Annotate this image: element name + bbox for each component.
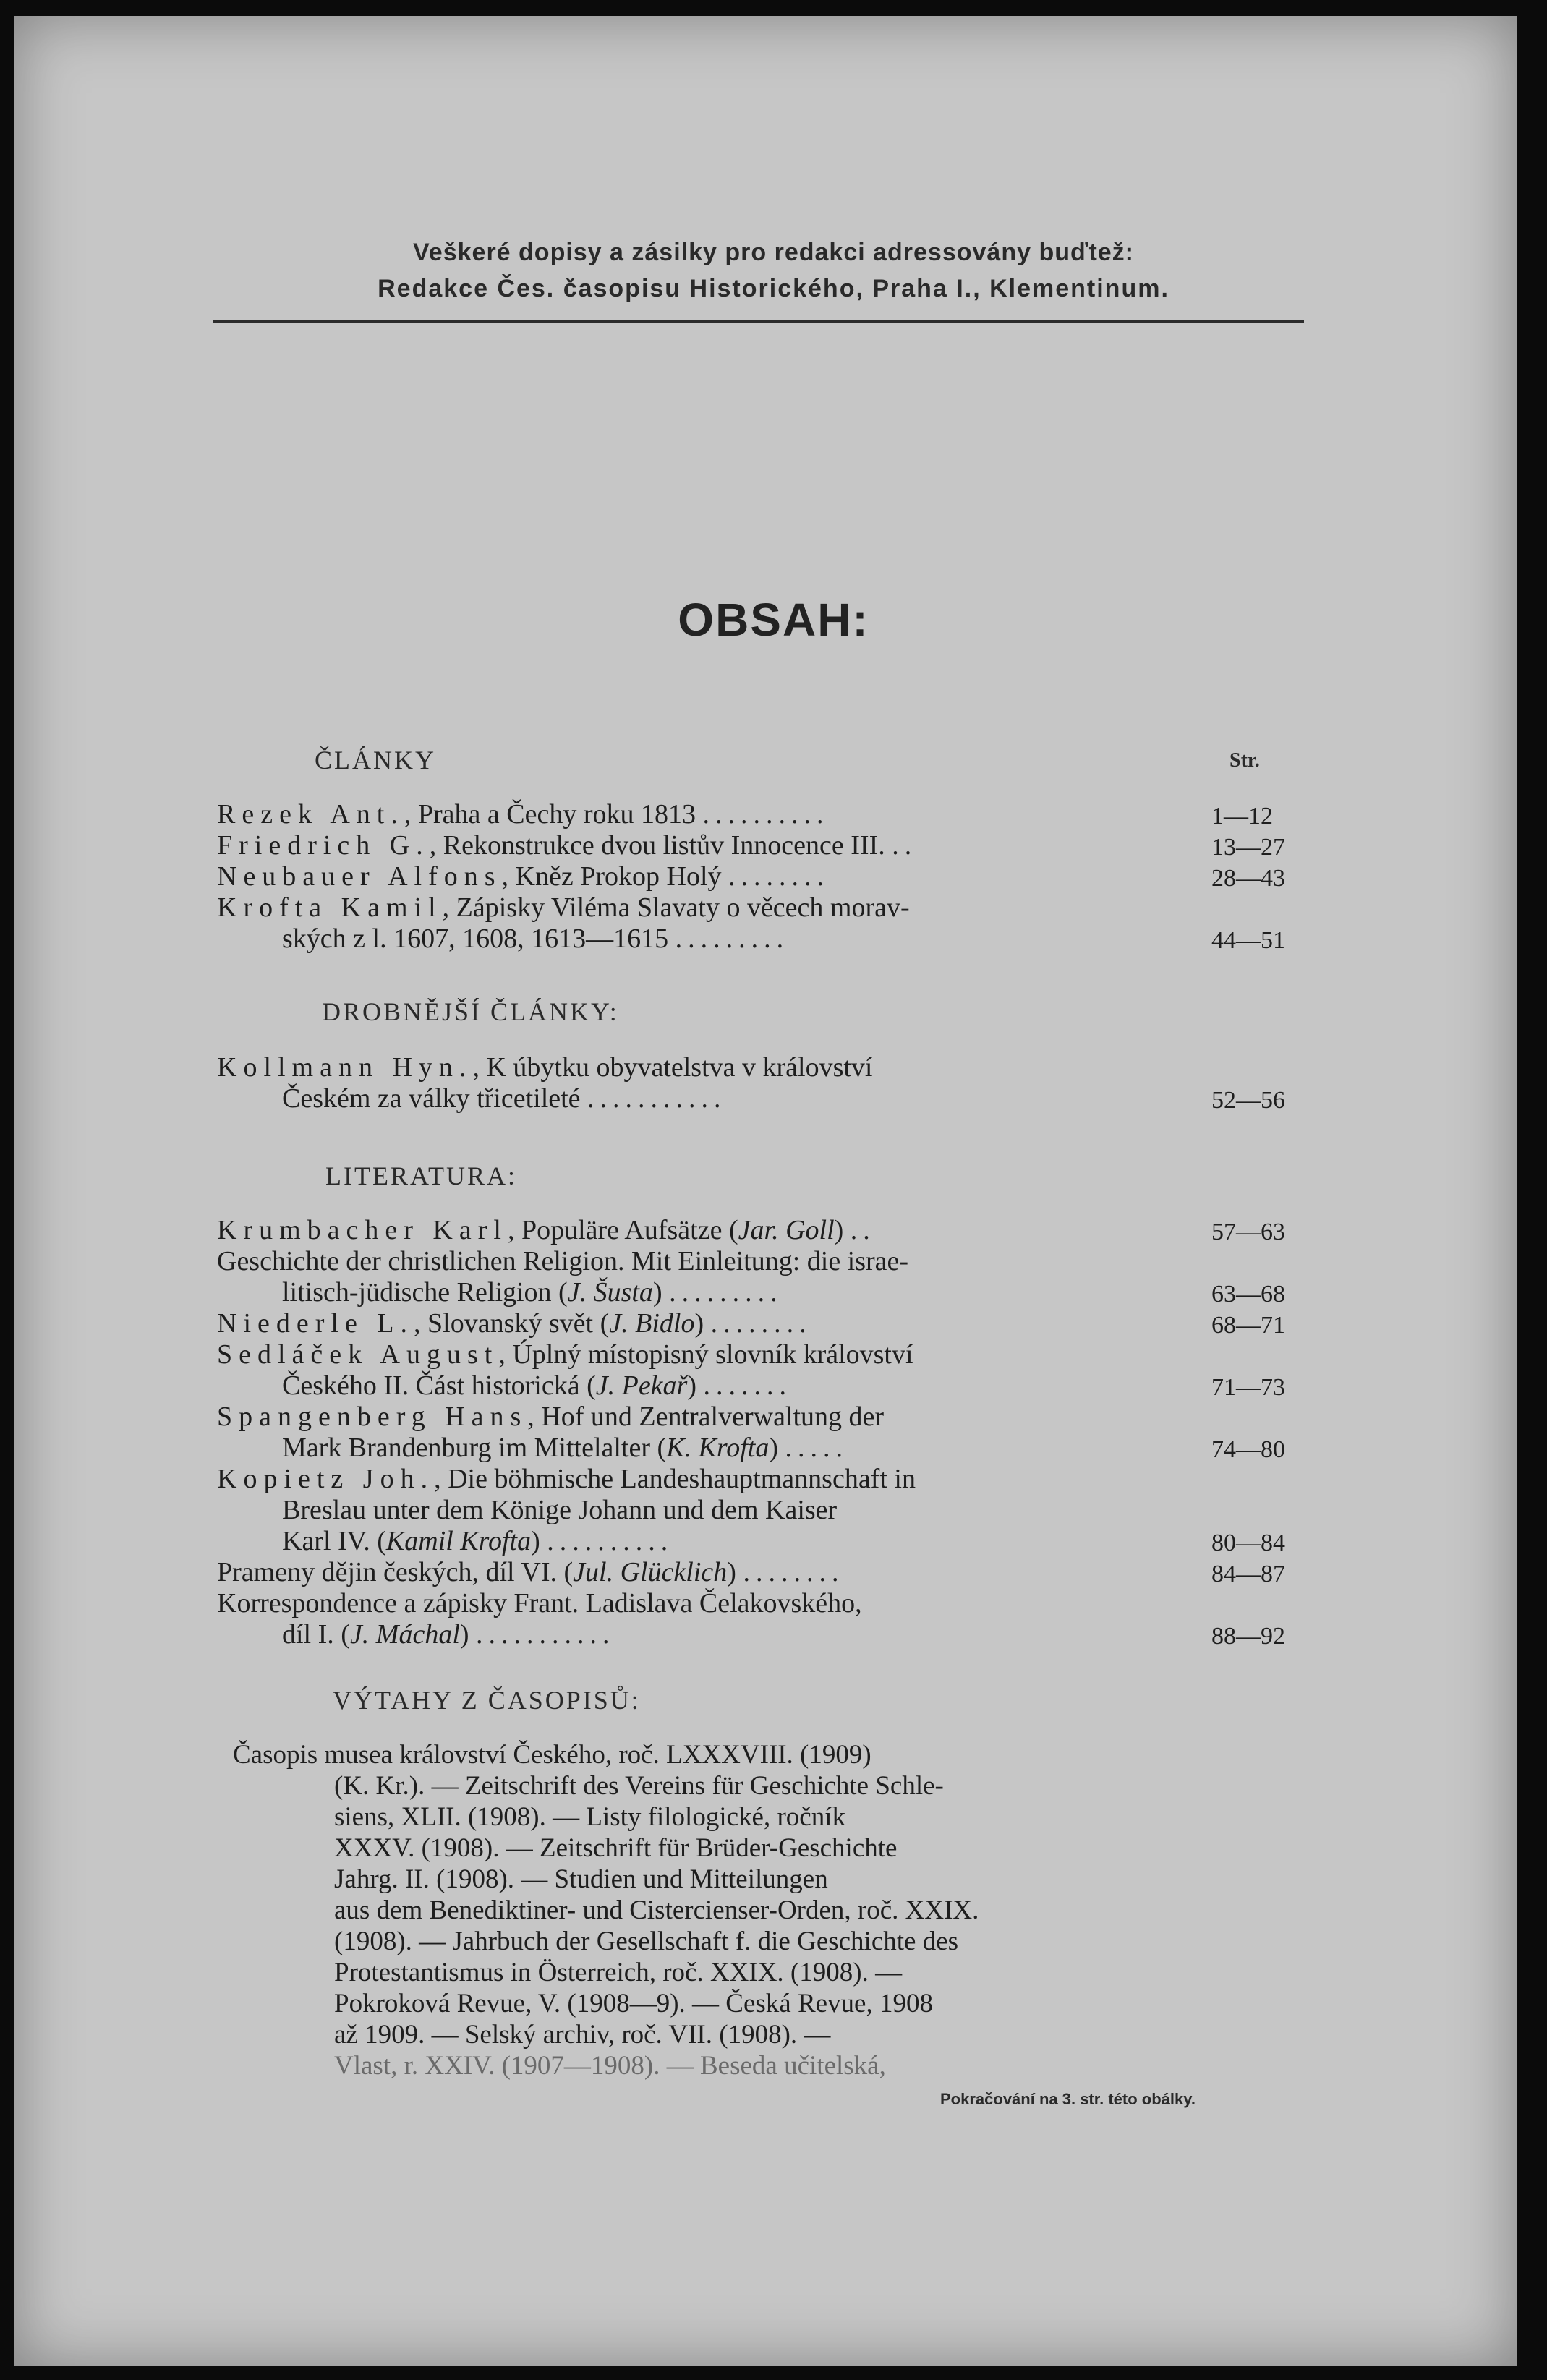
entry-pages: 71—73 [1211, 1374, 1285, 1401]
entry-title-cont: Českém za války třicetileté [282, 1083, 581, 1114]
toc-entry: Geschichte der christlichen Religion. Mit Einleitung: die israe- litisch-jüdische Religion (J. Šusta) ......... [217, 1246, 909, 1308]
entry-title: , Praha a Čechy roku 1813 [404, 799, 696, 829]
entry-reviewer: J. Pekař [595, 1370, 688, 1401]
entry-pages: 68—71 [1211, 1312, 1285, 1339]
toc-entry: Kollmann Hyn., K úbytku obyvatelstva v království Českém za války třicetileté ........... [217, 1052, 873, 1114]
continuation-note: Pokračování na 3. str. této obálky. [940, 2090, 1196, 2108]
entry-author: Krumbacher Karl [217, 1215, 508, 1245]
page-title: OBSAH: [678, 594, 869, 646]
entry-author: Friedrich G. [217, 830, 430, 861]
toc-entry: Korrespondence a zápisky Frant. Ladislava Čelakovského, díl I. (J. Máchal) ........... [217, 1588, 862, 1650]
entry-pages: 63—68 [1211, 1281, 1285, 1308]
entry-title: , Rekonstrukce dvou listův Innocence III. [429, 830, 885, 861]
toc-entry: Spangenberg Hans, Hof und Zentralverwaltung der Mark Brandenburg im Mittelalter (K. Krofta) ..... [217, 1402, 885, 1463]
section-heading-vytahy: VÝTAHY Z ČASOPISŮ: [333, 1686, 641, 1715]
entry-pages: 74—80 [1211, 1436, 1285, 1463]
entry-pages: 80—84 [1211, 1530, 1285, 1556]
entry-author: Kopietz Joh. [217, 1464, 435, 1494]
entry-author: Sedláček August [217, 1339, 499, 1370]
entry-title-cont: ských z l. 1607, 1608, 1613—1615 [282, 924, 669, 954]
toc-entry: Krumbacher Karl, Populäre Aufsätze (Jar. Goll) .. [217, 1215, 876, 1245]
journal-excerpts: Časopis musea království Českého, roč. LXXXVIII. (1909) (K. Kr.). — Zeitschrift des Vereins für Geschichte Schle- siens, XLII. (1908). — Listy filologické, ročník XXXV. (1908). — Zeitschrift für Brüder-Geschichte Jahrg. II. (1908). — Studien und Mitteilungen aus dem Benediktiner- und Cistercienser-Orden, roč. XXIX. (1908). — Jahrbuch der Gesellschaft f. die Geschichte des Protestantismus in Österreich, roč. XXIX. (1908). — Pokroková Revue, V. (1908—9). — Česká Revue, 1908 až 1909. — Selský archiv, roč. VII. (1908). — Vlast, r. XXIV. (1907—1908). — Beseda učitelská, [233, 1740, 979, 2081]
entry-author: Neubauer Alfons [217, 861, 502, 892]
entry-pages: 88—92 [1211, 1623, 1285, 1650]
entry-reviewer: K. Krofta [666, 1433, 770, 1463]
entry-pages: 84—87 [1211, 1561, 1285, 1587]
section-heading-literatura: LITERATURA: [325, 1161, 517, 1190]
entry-author: Kollmann Hyn. [217, 1052, 473, 1083]
entry-author: Spangenberg Hans [217, 1402, 528, 1432]
entry-title: , Zápisky Viléma Slavaty o věcech morav- [442, 892, 910, 923]
entry-author: Niederle L. [217, 1308, 414, 1339]
entry-pages: 1—12 [1211, 803, 1273, 829]
entry-reviewer: J. Bidlo [609, 1308, 695, 1339]
entry-reviewer: J. Máchal [349, 1619, 460, 1650]
entry-author: Rezek Ant. [217, 799, 404, 829]
entry-author: Krofta Kamil [217, 892, 443, 923]
entry-pages: 57—63 [1211, 1219, 1285, 1245]
entry-title: , Kněz Prokop Holý [501, 861, 722, 892]
header-rule [213, 320, 1304, 323]
entry-reviewer: Jar. Goll [738, 1215, 835, 1245]
toc-entry: Rezek Ant., Praha a Čechy roku 1813 .......... [217, 799, 830, 829]
toc-entry: Sedláček August, Úplný místopisný slovník království Českého II. Část historická (J. Pekař) ....... [217, 1339, 913, 1401]
toc-entry: Friedrich G., Rekonstrukce dvou listův Innocence III. .. [217, 830, 918, 861]
section-heading-clanky: ČLÁNKY [315, 746, 436, 775]
entry-pages: 13—27 [1211, 834, 1285, 861]
section-heading-drobnejsi: DROBNĚJŠÍ ČLÁNKY: [322, 997, 619, 1026]
submission-notice: Veškeré dopisy a zásilky pro redakci adressovány buďtež: [413, 239, 1134, 266]
entry-reviewer: J. Šusta [567, 1277, 653, 1308]
entry-title: , K úbytku obyvatelstva v království [472, 1052, 873, 1083]
toc-entry: Kopietz Joh., Die böhmische Landeshauptmannschaft in Breslau unter dem Könige Johann und dem Kaiser Karl IV. (Kamil Krofta) .......... [217, 1464, 916, 1556]
entry-pages: 44—51 [1211, 927, 1285, 954]
entry-pages: 28—43 [1211, 865, 1285, 892]
toc-entry: Prameny dějin českých, díl VI. (Jul. Glücklich) ........ [217, 1557, 845, 1587]
entry-reviewer: Jul. Glücklich [573, 1557, 728, 1587]
editorial-address: Redakce Čes. časopisu Historického, Praha I., Klementinum. [378, 275, 1169, 302]
toc-entry: Niederle L., Slovanský svět (J. Bidlo) ........ [217, 1308, 812, 1339]
page-column-label: Str. [1229, 749, 1260, 772]
entry-reviewer: Kamil Krofta [385, 1526, 532, 1556]
toc-entry: Krofta Kamil, Zápisky Viléma Slavaty o věcech morav- ských z l. 1607, 1608, 1613—1615 ......... [217, 892, 910, 954]
toc-entry: Neubauer Alfons, Kněz Prokop Holý ........ [217, 861, 830, 892]
entry-pages: 52—56 [1211, 1087, 1285, 1114]
